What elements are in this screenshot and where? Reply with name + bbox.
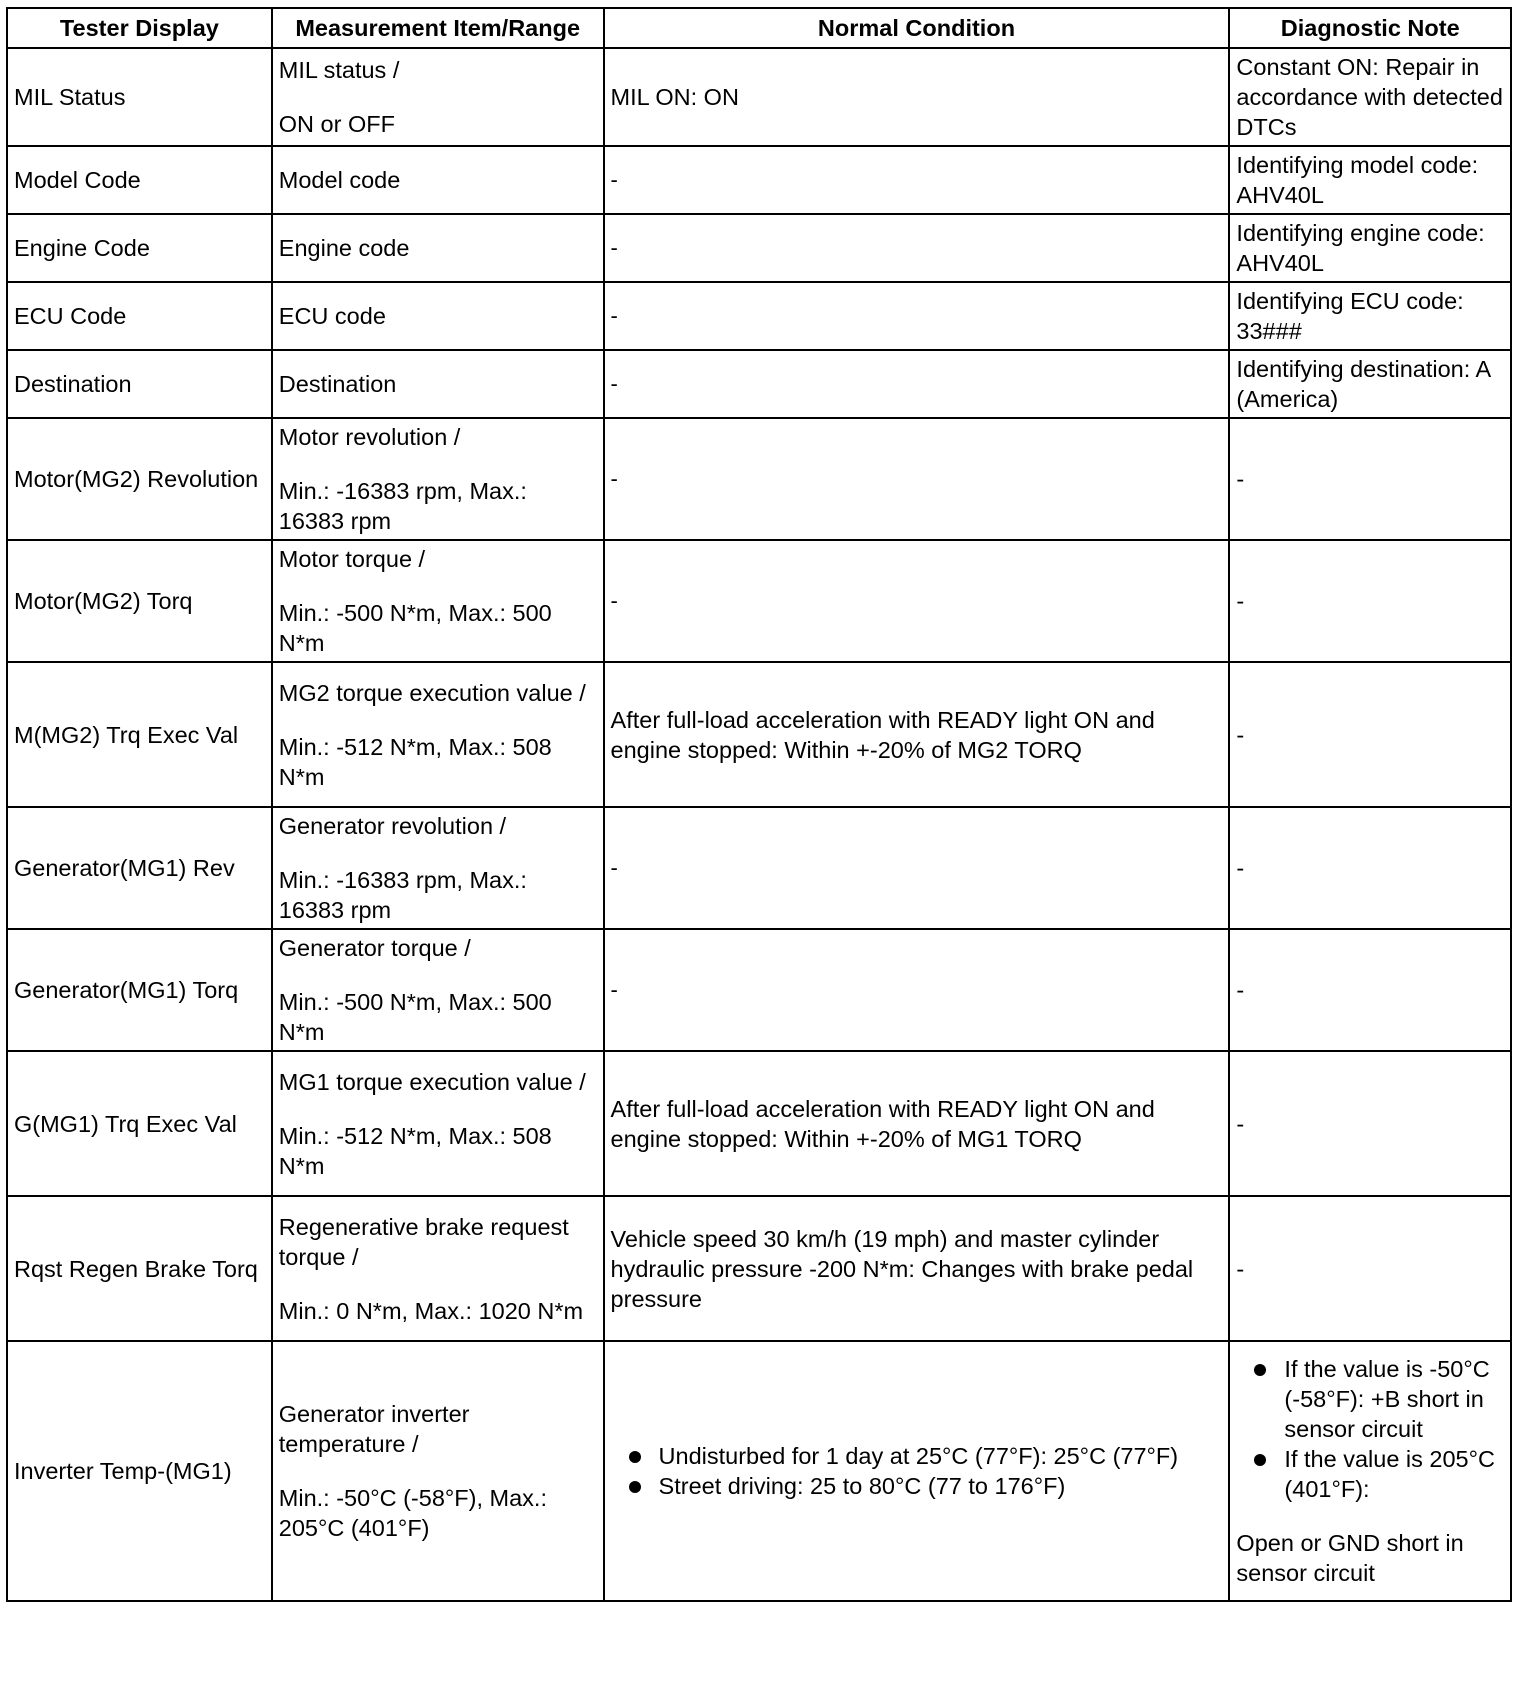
diagnostic-data-table bbox=[6, 7, 1512, 1602]
measurement-range: Min.: -16383 rpm, Max.: 16383 rpm bbox=[278, 867, 527, 923]
table-row bbox=[7, 1196, 1511, 1341]
measurement-cell: Engine code bbox=[272, 214, 604, 282]
table-row bbox=[7, 1051, 1511, 1196]
header-normal-condition: Normal Condition bbox=[604, 8, 1230, 48]
measurement-cell bbox=[272, 1196, 604, 1341]
table-row bbox=[7, 146, 1511, 214]
diagnostic-note-cell: - bbox=[1229, 418, 1511, 540]
list-item: If the value is -50°C (-58°F): +B short in sensor circuit bbox=[1236, 1354, 1504, 1444]
measurement-item: MG1 torque execution value / bbox=[278, 1068, 586, 1095]
diagnostic-note-cell: - bbox=[1229, 540, 1511, 662]
tester-display-cell: Engine Code bbox=[7, 214, 272, 282]
diagnostic-note-cell: - bbox=[1229, 929, 1511, 1051]
tester-display-cell: MIL Status bbox=[7, 48, 272, 146]
measurement-cell bbox=[272, 662, 604, 807]
measurement-cell bbox=[272, 1341, 604, 1601]
measurement-item: Regenerative brake request torque / bbox=[278, 1213, 569, 1270]
normal-condition-cell bbox=[604, 1341, 1230, 1601]
tester-display-cell: Motor(MG2) Revolution bbox=[7, 418, 272, 540]
table-row bbox=[7, 929, 1511, 1051]
diagnostic-note-cell: - bbox=[1229, 1051, 1511, 1196]
diagnostic-note-cell: Identifying model code: AHV40L bbox=[1229, 146, 1511, 214]
normal-condition-cell: - bbox=[604, 146, 1230, 214]
measurement-cell bbox=[272, 418, 604, 540]
tester-display-cell: Motor(MG2) Torq bbox=[7, 540, 272, 662]
measurement-item: Motor revolution / bbox=[278, 424, 461, 450]
measurement-item: Motor torque / bbox=[278, 546, 426, 572]
table-row bbox=[7, 662, 1511, 807]
tester-display-cell: G(MG1) Trq Exec Val bbox=[7, 1051, 272, 1196]
diagnostic-note-cell bbox=[1229, 1341, 1511, 1601]
measurement-cell: ECU code bbox=[272, 282, 604, 350]
header-tester-display: Tester Display bbox=[7, 8, 272, 48]
tester-display-cell: ECU Code bbox=[7, 282, 272, 350]
normal-condition-cell: After full-load acceleration with READY light ON and engine stopped: Within +-20% of MG2 TORQ bbox=[604, 662, 1230, 807]
measurement-cell bbox=[272, 48, 604, 146]
list-item: Street driving: 25 to 80°C (77 to 176°F) bbox=[611, 1471, 1223, 1501]
diagnostic-note-tail: Open or GND short in sensor circuit bbox=[1236, 1530, 1464, 1586]
diagnostic-note-list bbox=[1236, 1354, 1504, 1504]
measurement-range: Min.: -500 N*m, Max.: 500 N*m bbox=[278, 600, 552, 656]
measurement-cell: Destination bbox=[272, 350, 604, 418]
table-row bbox=[7, 48, 1511, 146]
tester-display-cell: Generator(MG1) Rev bbox=[7, 807, 272, 929]
normal-condition-cell: - bbox=[604, 282, 1230, 350]
list-item: Undisturbed for 1 day at 25°C (77°F): 25°C (77°F) bbox=[611, 1441, 1223, 1471]
measurement-item: MG2 torque execution value / bbox=[278, 679, 586, 706]
header-measurement: Measurement Item/Range bbox=[272, 8, 604, 48]
diagnostic-note-cell: Identifying engine code: AHV40L bbox=[1229, 214, 1511, 282]
header-diagnostic-note: Diagnostic Note bbox=[1229, 8, 1511, 48]
normal-condition-cell: - bbox=[604, 929, 1230, 1051]
tester-display-cell: Inverter Temp-(MG1) bbox=[7, 1341, 272, 1601]
diagnostic-note-cell: - bbox=[1229, 807, 1511, 929]
measurement-range: Min.: -512 N*m, Max.: 508 N*m bbox=[278, 733, 552, 790]
measurement-cell bbox=[272, 807, 604, 929]
measurement-item: Generator revolution / bbox=[278, 813, 507, 839]
measurement-range: Min.: 0 N*m, Max.: 1020 N*m bbox=[278, 1297, 584, 1324]
measurement-cell bbox=[272, 1051, 604, 1196]
tester-display-cell: Generator(MG1) Torq bbox=[7, 929, 272, 1051]
diagnostic-note-cell: Identifying destination: A (America) bbox=[1229, 350, 1511, 418]
list-item: If the value is 205°C (401°F): bbox=[1236, 1444, 1504, 1504]
measurement-cell bbox=[272, 929, 604, 1051]
normal-condition-cell: - bbox=[604, 418, 1230, 540]
normal-condition-cell: - bbox=[604, 214, 1230, 282]
measurement-cell bbox=[272, 540, 604, 662]
normal-condition-cell: MIL ON: ON bbox=[604, 48, 1230, 146]
tester-display-cell: M(MG2) Trq Exec Val bbox=[7, 662, 272, 807]
diagnostic-note-cell: - bbox=[1229, 1196, 1511, 1341]
measurement-range: ON or OFF bbox=[278, 111, 395, 137]
measurement-range: Min.: -512 N*m, Max.: 508 N*m bbox=[278, 1122, 552, 1179]
table-row bbox=[7, 282, 1511, 350]
measurement-range: Min.: -50°C (-58°F), Max.: 205°C (401°F) bbox=[278, 1485, 547, 1541]
normal-condition-cell: - bbox=[604, 807, 1230, 929]
table-row bbox=[7, 540, 1511, 662]
table-row bbox=[7, 807, 1511, 929]
normal-condition-cell: - bbox=[604, 540, 1230, 662]
table-row bbox=[7, 418, 1511, 540]
table-header-row bbox=[7, 8, 1511, 48]
measurement-cell: Model code bbox=[272, 146, 604, 214]
table-row bbox=[7, 1341, 1511, 1601]
measurement-item: MIL status / bbox=[278, 57, 400, 83]
normal-condition-cell: - bbox=[604, 350, 1230, 418]
diagnostic-note-cell: Constant ON: Repair in accordance with detected DTCs bbox=[1229, 48, 1511, 146]
measurement-range: Min.: -16383 rpm, Max.: 16383 rpm bbox=[278, 478, 527, 534]
normal-condition-list bbox=[611, 1441, 1223, 1501]
diagnostic-note-cell: Identifying ECU code: 33### bbox=[1229, 282, 1511, 350]
tester-display-cell: Rqst Regen Brake Torq bbox=[7, 1196, 272, 1341]
measurement-item: Generator torque / bbox=[278, 935, 471, 961]
normal-condition-cell: After full-load acceleration with READY light ON and engine stopped: Within +-20% of MG1 TORQ bbox=[604, 1051, 1230, 1196]
diagnostic-note-cell: - bbox=[1229, 662, 1511, 807]
tester-display-cell: Destination bbox=[7, 350, 272, 418]
measurement-range: Min.: -500 N*m, Max.: 500 N*m bbox=[278, 989, 552, 1045]
measurement-item: Generator inverter temperature / bbox=[278, 1401, 470, 1457]
normal-condition-cell: Vehicle speed 30 km/h (19 mph) and master cylinder hydraulic pressure -200 N*m: Changes with brake pedal pressure bbox=[604, 1196, 1230, 1341]
table-row bbox=[7, 350, 1511, 418]
table-row bbox=[7, 214, 1511, 282]
tester-display-cell: Model Code bbox=[7, 146, 272, 214]
